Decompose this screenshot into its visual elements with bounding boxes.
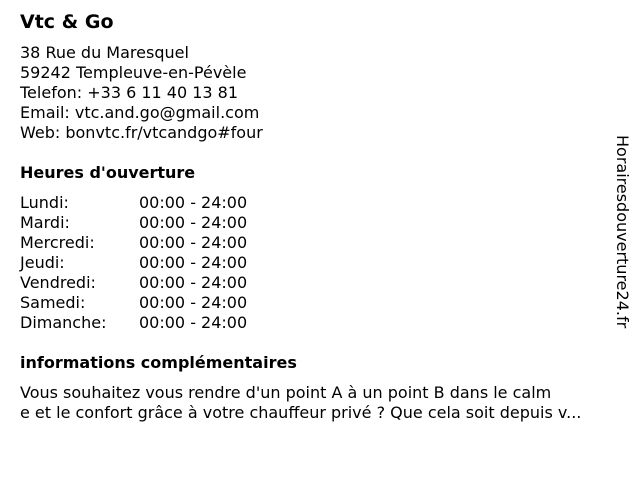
time-range: 00:00 - 24:00 xyxy=(139,233,248,252)
time-range: 00:00 - 24:00 xyxy=(139,273,248,292)
day-label: Mercredi: xyxy=(20,233,95,252)
day-label: Mardi: xyxy=(20,213,70,232)
description-line: e et le confort grâce à votre chauffeur privé ? Que cela soit depuis v... xyxy=(20,403,582,422)
time-range: 00:00 - 24:00 xyxy=(139,193,248,212)
day-label: Lundi: xyxy=(20,193,69,212)
business-description xyxy=(20,383,632,423)
opening-hours-heading: Heures d'ouverture xyxy=(20,163,196,182)
site-watermark: Horairesdouverture24.fr xyxy=(613,135,632,329)
email-address: Email: vtc.and.go@gmail.com xyxy=(20,103,260,122)
description-line: Vous souhaitez vous rendre d'un point A à un point B dans le calm xyxy=(20,383,552,402)
phone-number: Telefon: +33 6 11 40 13 81 xyxy=(20,83,239,102)
website-url: Web: bonvtc.fr/vtcandgo#four xyxy=(20,123,263,142)
day-label: Dimanche: xyxy=(20,313,107,332)
time-range: 00:00 - 24:00 xyxy=(139,253,248,272)
contact-block xyxy=(20,43,263,143)
time-range: 00:00 - 24:00 xyxy=(139,313,248,332)
time-range: 00:00 - 24:00 xyxy=(139,293,248,312)
day-label: Vendredi: xyxy=(20,273,96,292)
additional-info-heading: informations complémentaires xyxy=(20,353,297,372)
address-city: 59242 Templeuve-en-Pévèle xyxy=(20,63,247,82)
day-label: Samedi: xyxy=(20,293,86,312)
time-range: 00:00 - 24:00 xyxy=(139,213,248,232)
address-street: 38 Rue du Maresquel xyxy=(20,43,189,62)
day-label: Jeudi: xyxy=(20,253,65,272)
business-name: Vtc & Go xyxy=(20,11,114,33)
